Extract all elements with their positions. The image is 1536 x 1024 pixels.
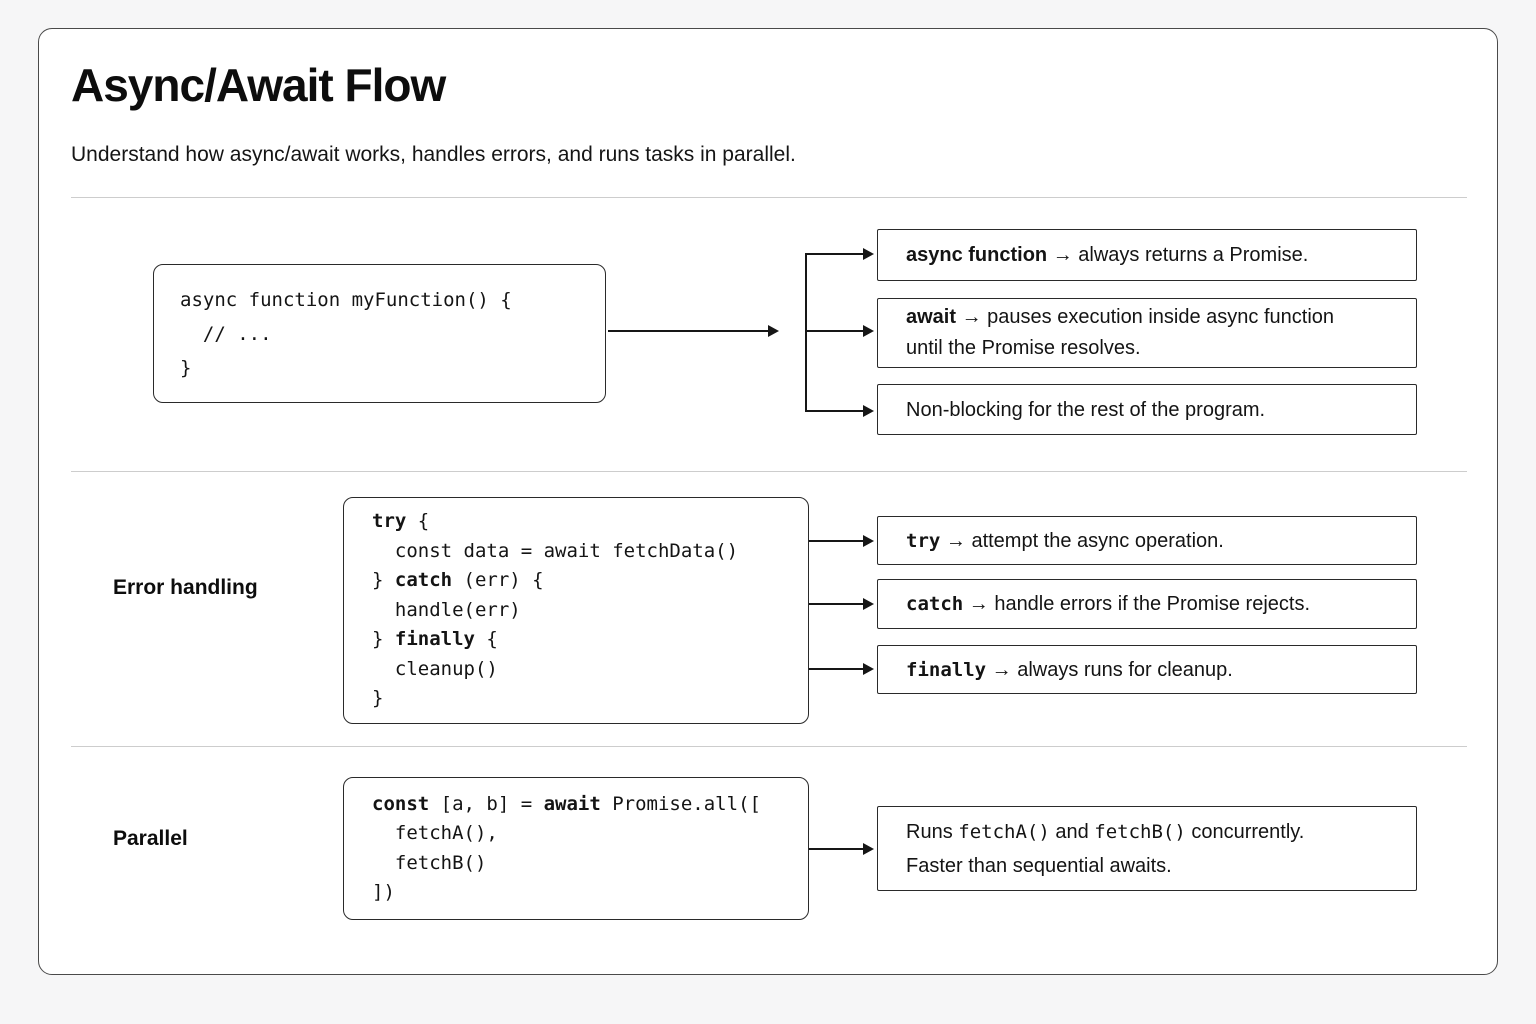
code-box-async-function: [153, 264, 606, 403]
note-box-await: [877, 298, 1417, 368]
arrowhead-icon: [863, 248, 874, 260]
arrow-line: [805, 330, 863, 332]
text-line: cleanup(): [372, 657, 498, 680]
text-line: finally → always runs for cleanup.: [906, 658, 1233, 681]
text-line: async function → always returns a Promise.: [906, 244, 1309, 266]
text-line: await → pauses execution inside async function: [906, 306, 1335, 328]
text-line: } finally {: [372, 628, 498, 651]
text-line: catch → handle errors if the Promise rejects.: [906, 593, 1310, 615]
arrowhead-icon: [863, 663, 874, 675]
arrowhead-icon: [863, 843, 874, 855]
section-label-error-handling: Error handling: [113, 576, 258, 599]
note-box-parallel: [877, 806, 1417, 891]
text-line: // ...: [180, 322, 272, 345]
arrow-line: [608, 330, 768, 332]
arrowhead-icon: [768, 325, 779, 337]
arrow-line: [805, 253, 863, 255]
arrow-line: [809, 540, 863, 542]
note-box-catch: [877, 579, 1417, 629]
arrow-line: [809, 603, 863, 605]
note-box-nonblocking: [877, 384, 1417, 435]
text-line: const data = await fetchData(): [372, 539, 739, 562]
text-line: try {: [372, 510, 430, 533]
arrow-line: [809, 848, 863, 850]
arrowhead-icon: [863, 405, 874, 417]
section-label-parallel: Parallel: [113, 827, 188, 850]
section-divider: [71, 197, 1467, 198]
arrow-line: [809, 668, 863, 670]
text-line: fetchB(): [372, 851, 487, 874]
text-line: Runs fetchA() and fetchB() concurrently.: [906, 820, 1305, 843]
branch-connector-line: [805, 253, 807, 411]
diagram-card: [38, 28, 1498, 975]
text-line: }: [372, 687, 384, 710]
note-box-try: [877, 516, 1417, 565]
text-line: }: [180, 356, 192, 379]
section-divider: [71, 746, 1467, 747]
page-title: Async/Await Flow: [71, 59, 446, 111]
arrow-line: [805, 410, 863, 412]
text-line: } catch (err) {: [372, 569, 544, 592]
arrowhead-icon: [863, 598, 874, 610]
text-line: Non-blocking for the rest of the program.: [906, 398, 1266, 421]
arrowhead-icon: [863, 535, 874, 547]
note-box-finally: [877, 645, 1417, 694]
text-line: async function myFunction() {: [180, 288, 512, 311]
text-line: try → attempt the async operation.: [906, 529, 1224, 552]
text-line: fetchA(),: [372, 822, 498, 844]
code-box-try-catch-finally: [343, 497, 809, 724]
code-box-promise-all: [343, 777, 809, 920]
text-line: handle(err): [372, 598, 521, 621]
text-line: until the Promise resolves.: [906, 337, 1141, 359]
note-box-async-function: [877, 229, 1417, 281]
text-line: Faster than sequential awaits.: [906, 854, 1172, 877]
text-line: ]): [372, 881, 395, 903]
section-divider: [71, 471, 1467, 472]
arrowhead-icon: [863, 325, 874, 337]
page-subtitle: Understand how async/await works, handles errors, and runs tasks in parallel.: [71, 143, 796, 166]
text-line: const [a, b] = await Promise.all([: [372, 792, 761, 815]
